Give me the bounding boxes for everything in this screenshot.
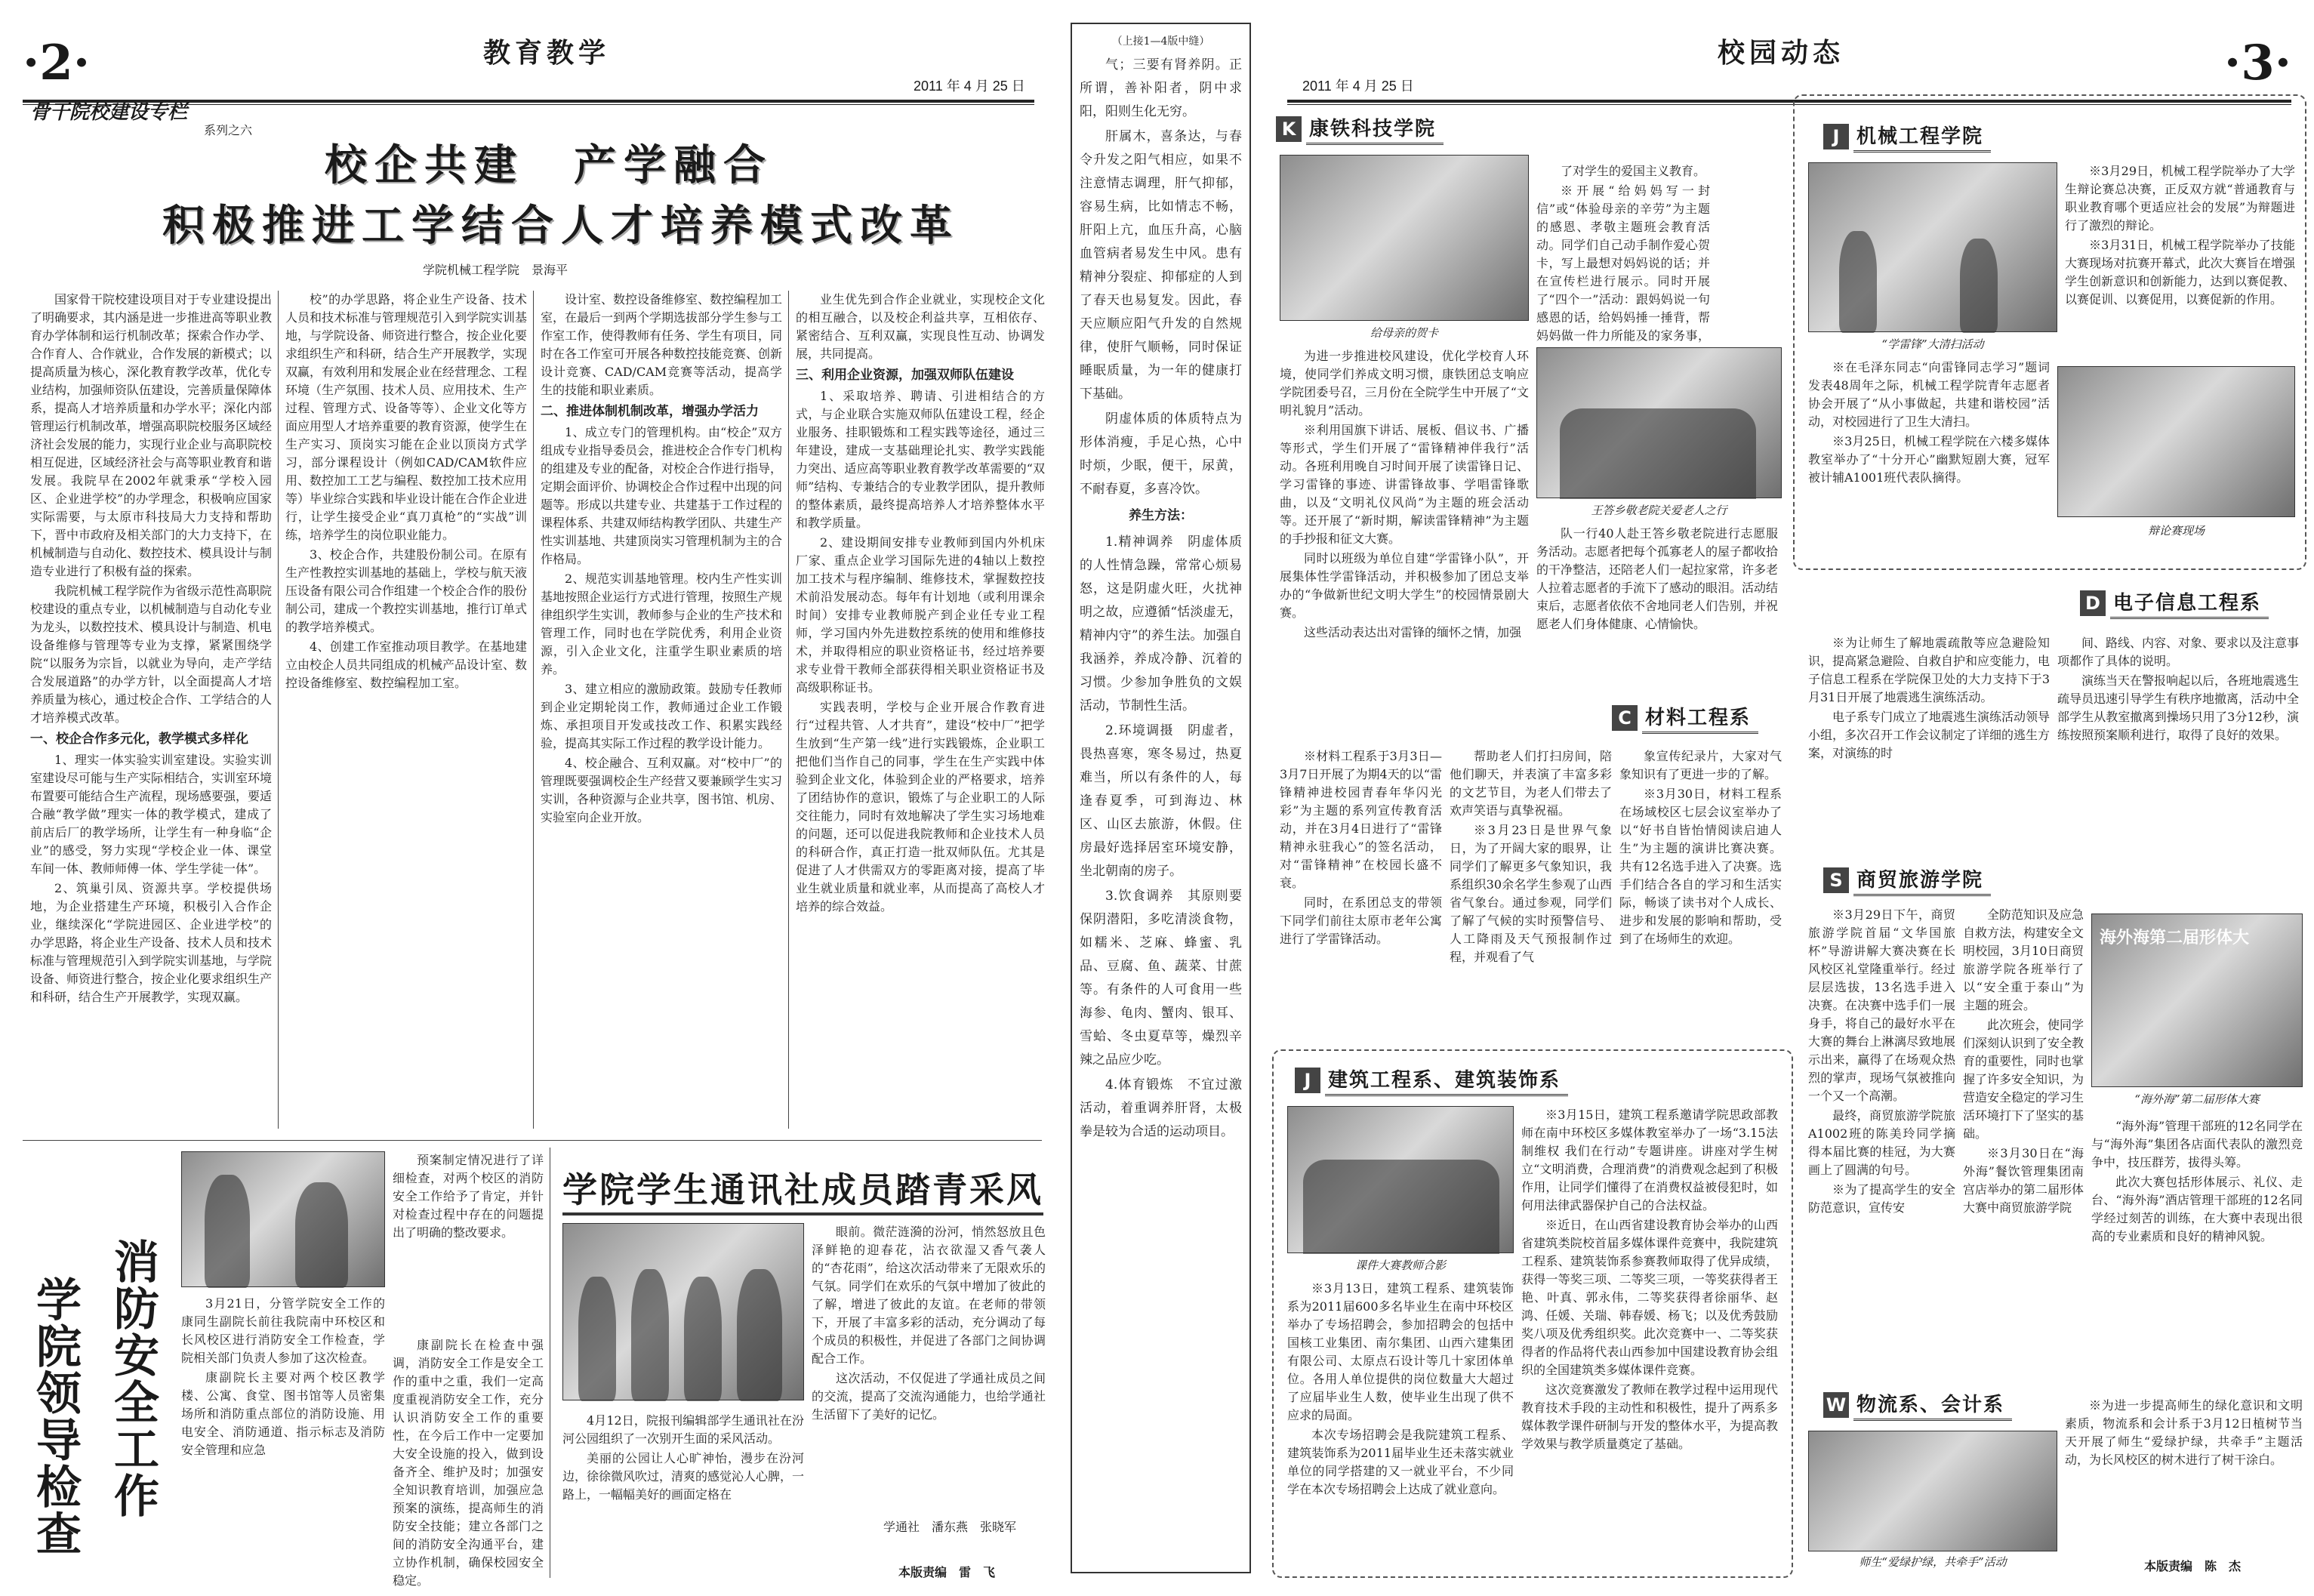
photo-cleanup <box>1808 162 2057 332</box>
commerce-text-1: ※3月29日下午，商贸旅游学院首届“文华国旅杯”导游讲解大赛决赛在长风校区礼堂隆重举行。经过层层选拔，13名选手进入决赛。在决赛中选手们一展身手，将自己的最好水平在大赛的舞台上淋漓尽致地展示出来，赢得了在场观众热烈的掌声，现场气氛被推向一个又一个高潮。 最终，商贸旅游学院旅A1002班的陈美玲同学摘得本届比赛的桂冠，为大赛画上了圆满的句号。 ※为了提高学生的安全防范意识，宣传安 <box>1808 907 1955 1215</box>
commerce-text-3: “海外海”管理干部班的12名同学在与“海外海”集团各店面代表队的激烈竞争中，技压群芳，拔得头筹。 此次大赛包括形体展示、礼仪、走台、“海外海”酒店管理干部班的12名同学经过刻苦的训练，在大赛中表现出很高的专业素质和良好的精神风貌。 <box>2091 1119 2303 1243</box>
page-number: ·2· <box>23 35 91 91</box>
caption-greeting-cards: 给母亲的贺卡 <box>1370 326 1438 340</box>
article-column-4: 业生优先到合作企业就业，实现校企文化的相互融合，以及校企利益共享，互相依存、紧密结合、互利双赢，实现良性互动、协调发展，共同提高。 三、利用企业资源，加强双师队伍建设 1、采取培养、聘请、引进相结合的方式，与企业联合实施双师队伍建设工程，经企业服务、挂职锻炼和工程实践等途径，通过三年建设，建成一支基础理论扎实、教学实践能力突出、适应高等职业教育教学改革需要的“双师”结构、专兼结合的专业教学团队，提升教师的整体素质，最终提高培养人才培养整体水平和教学质量。 2、建设期间安排专业教师到国内外机床厂家、重点企业学习国际先进的4轴以上数控加工技术与程序编制、维修技术，掌握数控技术前沿发展动态。每年有计划地（或利用课余时间）安排专业教师脱产到企业任专业工程师，学习国内外先进数控系统的使用和维修技术，并取得相应的职业资格证书，经过培养要求专业骨干教师全部获得相关职业资格证书及高级职称证书。 实践表明，学校与企业开展合作教育进行“过程共管、人才共育”，建设“校中厂”把学生放到“生产第一线”进行实践锻炼，企业职工把他们当作自己的同事，学生在生产实践中体验到企业文化，体验到企业的严格要求，培养了团结协作的意识，锻炼了与企业职工的人际交往能力，同时有效地解决了学生实习场地难的问题，还可以促进我院教师和企业技术人员的科研合作，真正打造一批双师队伍。尤其是促进了人才供需双方的零距离对接，提高了毕业生就业质量和就业率，从而提高了高校人才培养的综合效益。 <box>796 292 1045 914</box>
article-column-2: 校”的办学思路，将企业生产设备、技术人员和技术标准与管理规范引入到学院实训基地，与学院设备、师资进行整合，按企业化要求组织生产和科研，结合生产开展教学，实现双赢，有效利用和发展企业在经营理念、工程环境（生产氛围、技术人员、应用技术、生产过程、管理方式、设备等等）、企业文化等方面应用型人才培养重要的教育资源，使学生在生产实习、顶岗实习能在企业以顶岗方式学习，部分课程设计（例如CAD/CAM软件应用、数控加工工艺与编程、数控加工技术应用等）毕业综合实践和毕业设计能在合作企业进行，让学生接受企业“真刀真枪”的“实战”训练，培养学生的岗位职业能力。 3、校企合作，共建股份制公司。在原有生产性教控实训基地的基础上，学校与航天液压设备有限公司合作组建一个校企合作的股份制公司，建成一个教控实训基地，推行订单式的教学培养模式。 4、创建工作室推动项目教学。在基地建立由校企人员共同组成的机械产品设计室、数控设备维修室、数控编程加工室。 <box>285 292 528 690</box>
caption-cleanup: “学雷锋”大清扫活动 <box>1881 337 1984 351</box>
caption-nursing-home: 王答乡敬老院关爱老人之行 <box>1591 504 1727 517</box>
headline-line1: 校企共建 产学融合 <box>325 141 773 190</box>
issue-date: 2011 年 4 月 25 日 <box>1302 79 1414 94</box>
photo-teachers <box>1287 1106 1514 1253</box>
fire-story-text-c: 康副院长在检查中强调，消防安全工作是安全工作的重中之重，我们一定高度重视消防安全工作，充分认识消防安全工作的重要性，在今后工作中一定要加大安全设施的投入，做到设备齐全、维护及时；加强安全知识教育培训，加强应急预案的演练，提高师生的消防安全技能；建立各部门之间的消防安全沟通平台，建立协作机制，确保校园安全稳定。 <box>393 1338 544 1588</box>
dept-heading-commerce: S 商贸旅游学院 <box>1823 864 1991 896</box>
photo-pageant <box>2091 914 2303 1087</box>
caption-tree-painting: 师生“爱绿护绿，共牵手”活动 <box>1859 1555 2007 1569</box>
dept-heading-electronics: D 电子信息工程系 <box>2080 587 2269 619</box>
materials-text-2: 帮助老人们打扫房间，陪他们聊天，并表演了丰富多彩的文艺节目，为老人们带去了欢声笑语与真挚祝福。 ※3月23日是世界气象日，为了开阔大家的眼界，让同学们了解更多气象知识，我系组织30余名学生参观了山西省气象台。通过参观，同学们了解了气候的实时预警信号、人工降雨及天气预报制作过程，并观看了气 <box>1450 749 1612 964</box>
gutter-health-column: （上接1—4版中缝） 气；三要有肾养阴。正所谓，善补阳者，阴中求阳，阳则生化无穷。 肝属木，喜条达，与春令升发之阳气相应，如果不注意情志调理，肝气抑郁，容易生病，比如情志不畅，肝阳上亢，血压升高，心脑血管病者易发生中风。患有精神分裂症、抑郁症的人到了春天也易复发。因此，春天应顺应阳气升发的自然规律，使肝气顺畅，同时保证睡眠质量，为一年的健康打下基础。 阴虚体质的体质特点为形体消瘦，手足心热，心中时烦，少眠，便干，尿黄，不耐春夏，多喜冷饮。 养生方法： 1.精神调养 阴虚体质的人性情急躁，常常心烦易怒，这是阴虚火旺，火扰神明之故，应遵循“恬淡虚无，精神内守”的养生法。加强自我涵养，养成冷静、沉着的习惯。少参加争胜负的文娱活动，节制性生活。 2.环境调摄 阴虚者，畏热喜寒，寒冬易过，热夏难当，所以有条件的人，每逢春夏季，可到海边、林区、山区去旅游，休假。住房最好选择居室环境安静，坐北朝南的房子。 3.饮食调养 其原则要保阴潜阳，多吃清淡食物，如糯米、芝麻、蜂蜜、乳品、豆腐、鱼、蔬菜、甘蔗等。有条件的人可食用一些海参、龟肉、蟹肉、银耳、雪蛤、冬虫夏草等，燥烈辛辣之品应少吃。 4.体育锻炼 不宜过激活动，着重调养肝肾，太极拳是较为合适的运动项目。 <box>1080 30 1242 1563</box>
column-banner: 骨干院校建设专栏 <box>30 101 188 124</box>
student-news-byline: 学通社 潘东燕 张晓军 <box>883 1520 1017 1534</box>
kangtie-text-3: 队一行40人赴王答乡敬老院进行志愿服务活动。志愿者把每个孤寡老人的屋子都收拾的干净整洁，还陪老人们一起拉家常，许多老人拉着志愿者的手流下了感动的眼泪。活动结束后，志愿者依依不舍地同老人们告别，并祝愿老人们身体健康、心情愉快。 <box>1536 526 1779 631</box>
gutter-continuation-note: （上接1—4版中缝） <box>1111 35 1210 48</box>
article-column-3: 设计室、数控设备维修室、数控编程加工室，在最后一到两个学期选拔部分学生参与工作室工作，使得教师有任务、学生有项目，同时在各工作室可开展各种数控技能竞赛、创新设计竞赛、CAD/CAM竞赛等活动，提高学生的技能和职业素质。 二、推进体制机制改革，增强办学活力 1、成立专门的管理机构。由“校企”双方组成专业指导委员会，推进校企合作专门机构的组建及专业的配备，对校企合作进行指导，定期会面评价、协调校企合作过程中出现的问题等。形成以共建专业、共建基于工作过程的课程体系、共建双师结构教学团队、共建生产性实训基地、共建顶岗实习管理机制为主的合作格局。 2、规范实训基地管理。校内生产性实训基地按照企业运行方式进行管理，按照生产规律组织学生实训，教师参与企业的生产技术和管理工作，同时也在学院优秀，利用企业资源，引入企业文化，注重学生职业素质的培养。 3、建立相应的激励政策。鼓励专任教师到企业定期轮岗工作，教师通过企业工作锻炼、承担项目开发或技改工作、积累实践经验，提高其实际工作过程的教学设计能力。 4、校企融合、互利双赢。对“校中厂”的管理既要强调校企生产经营又要兼顾学生实习实训，各种资源与企业共享，图书馆、机房、实验室向企业开放。 <box>541 292 783 824</box>
commerce-text-2: 全防范知识及应急自救方法，构建安全文明校园，3月10日商贸旅游学院各班举行了以“安全重于泰山”为主题的班会。 此次班会，使同学们深刻认识到了安全教育的重要性，同时也掌握了许多安全知识，为营造安全稳定的学习生活环境打下了坚实的基础。 ※3月30日在“海外海”餐饮管理集团南宫店举办的第二届形体大赛中商贸旅游学院 <box>1963 907 2084 1215</box>
pageant-banner: 海外海第二届形体大 <box>2100 929 2250 947</box>
page-2-header <box>23 21 1034 94</box>
headline-line2: 积极推进工学结合人才培养模式改革 <box>162 202 960 251</box>
logistics-text: ※为进一步提高师生的绿化意识和文明素质，物流系和会计系于3月12日植树节当天开展了师生“爱绿护绿，共牵手”主题活动，为长风校区的树木进行了树干涂白。 <box>2065 1398 2303 1467</box>
kangtie-text-1: 为进一步推进校风建设，优化学校育人环境，使同学们养成文明习惯，康铁团总支响应学院团委号召，三月份在全院学生中开展了“文明礼貌月”活动。 ※利用国旗下讲话、展板、倡议书、广播等形式，学生们开展了“雷锋精神伴我行”活动。各班利用晚自习时间开展了读雷锋日记、学习雷锋的事迹、讲雷锋故事、学唱雷锋歌曲，以及“文明礼仪风尚”为主题的班会活动等。还开展了“新时期，解读雷锋精神”为主题的手抄报和征文大赛。 同时以班级为单位自建“学雷锋小队”，开展集体性学雷锋活动，并积极参加了团总支举办的“争做新世纪文明大学生”的校园情景剧大赛。 这些活动表达出对雷锋的缅怀之情，加强 <box>1280 349 1529 639</box>
page-3 <box>1265 0 2314 1596</box>
materials-text-1: ※材料工程系于3月3日—3月7日开展了为期4天的以“雷锋精神进校园青春年华闪光彩”为主题的系列宣传教育活动，并在3月4日进行了“雷锋精神永驻我心”的签名活动，对“雷锋精神”在校园长盛不衰。 同时，在系团总支的带领下同学们前往太原市老年公寓进行了学雷锋活动。 <box>1280 749 1442 946</box>
student-news-text-b: 眼前。微茫涟漪的汾河，悄然怒放且色泽鲜艳的迎春花，沾衣欲湿又香气袭人的“杏花雨”，给这次活动带来了无限欢乐的气氛。同学们在欢乐的气氛中增加了彼此的了解，增进了彼此的友谊。在老师的带领下，开展了丰富多彩的活动，充分调动了每个成员的积极性，并促进了各部门之间协调配合工作。 这次活动，不仅促进了学通社成员之间的交流，提高了交流沟通能力，也给学通社生活留下了美好的记忆。 <box>812 1225 1046 1422</box>
photo-nursing-home <box>1536 347 1782 498</box>
electronics-text-2: 间、路线、内容、对象、要求以及注意事项都作了具体的说明。 演练当天在警报响起以后，各班地震逃生疏导员迅速引导学生有秩序地撤离，活动中全部学生从教室撤离到操场只用了3分12秒，演练按照预案顺利进行，取得了良好的效果。 <box>2057 636 2300 742</box>
dept-heading-architecture: J 建筑工程系、建筑装饰系 <box>1295 1065 1568 1096</box>
architecture-text-0: ※3月13日，建筑工程系、建筑装饰系为2011届600多名毕业生在南中环校区举办了专场招聘会，参加招聘会的包括中国核工业集团、南尔集团、山西六建集团有限公司、太原点石设计等几十家团体单位。各用人单位提供的岗位数量大大超过了应届毕业生人数，使毕业生出现了供不应求的局面。 本次专场招聘会是我院建筑工程系、建筑装饰系为2011届毕业生还未落实就业单位的同学搭建的又一就业平台，不少同学在本次专场招聘会上达成了就业意向。 <box>1287 1281 1514 1496</box>
article-column-1: 国家骨干院校建设项目对于专业建设提出了明确要求，其内涵是进一步推进高等职业教育办学体制和运行机制改革；探索合作办学、合作育人、合作就业，合作发展的新模式；以提高质量为核心，深化教育教学改革，优化专业结构，加强师资队伍建设，完善质量保障体系，提高人才培养质量和办学水平；深化内部管理运行机制改革，增强高职院校服务区域经济社会发展的能力，实现行业企业与高职院校相互促进，区域经济社会与高等职业教育和谐发展。我院早在2002年就秉承“学校入园区、企业进学校”的办学理念，积极响应国家实际需要，与太原市科技局大力支持和帮助下，晋中市政府及相关部门的大力支持下，在机械制造与自动化、数控技术、模具设计与制造专业进行了积极有益的探索。 我院机械工程学院作为省级示范性高职院校建设的重点专业，以机械制造与自动化专业为龙头，以数控技术、模具设计与制造、机电设备维修与管理等专业为支撑，紧紧围绕学院“以服务为宗旨，以就业为导向，走产学结合发展道路”的办学方针，以全面提高人才培养质量为核心，通过校企合作、工学结合的人才培养模式改革。 一、校企合作多元化，教学模式多样化 1、理实一体实验实训室建设。实验实训室建设尽可能与生产实际相结合，实训室环境布置要可能结合生产流程，现场感要强，要适合融“教学做”理实一体的教学模式，建成了前店后厂的教学场所，让学生有一种身临“企业”的感受，努力实现“学校企业一体、课堂车间一体、教师师傅一体、学生学徒一体”。 2、筑巢引凤、资源共享。学校提供场地，为企业搭建生产环境，积极引入合作企业，继续深化“学院进园区、企业进学校”的办学思路，将企业生产设备、技术人员和技术标准与管理规范引入到学院实训基地，与学院设备、师资进行整合，按企业化要求组织生产和科研，结合生产开展教学，实现双赢。 <box>30 292 273 1004</box>
section-title: 校园动态 <box>1718 38 1845 69</box>
kangtie-text-2: 了对学生的爱国主义教育。 ※开展“给妈妈写一封信”或“体验母亲的辛劳”为主题的感恩、孝敬主题班会教育活动。同学们自己动手制作爱心贺卡，写上最想对妈妈说的话；并在宣传栏进行展示。同时开展了“四个一”活动：跟妈妈说一句感恩的话，给妈妈捶一捶背，帮妈妈做一件力所能及的家务事， <box>1536 164 1710 343</box>
caption-teachers: 课件大赛教师合影 <box>1354 1259 1446 1272</box>
photo-fire-inspection <box>181 1151 385 1287</box>
mechanical-text-1: ※3月29日，机械工程学院举办了大学生辩论赛总决赛，正反双方就“普通教育与职业教育哪个更适应社会的发展”为辩题进行了激烈的辩论。 ※3月31日，机械工程学院举办了技能大赛现场对抗赛开幕式，此次大赛旨在增强学生创新意识和创新能力，达到以赛促教、以赛促训、以赛促用，以赛促新的作用。 <box>2065 164 2295 307</box>
photo-debate <box>2057 366 2295 517</box>
caption-pageant: “海外海”第二届形体大赛 <box>2134 1092 2260 1106</box>
section-title: 教育教学 <box>483 38 611 69</box>
fire-story-text-b: 3月21日，分管学院安全工作的康同生副院长前往我院南中环校区和长风校区进行消防安全工作检查，学院相关部门负责人参加了这次检查。 康副院长主要对两个校区教学楼、公寓、食堂、图书馆等人员密集场所和消防重点部位的消防设施、用电安全、消防通道、指示标志及消防安全管理和应急 <box>181 1296 385 1457</box>
student-news-headline: 学院学生通讯社成员踏青采风 <box>562 1163 1043 1215</box>
photo-greeting-cards <box>1280 155 1529 321</box>
page-2 <box>0 0 1057 1596</box>
middle-gutter <box>1057 0 1265 1596</box>
caption-debate: 辩论赛现场 <box>2147 524 2205 538</box>
story-vertical-title-2: 消防安全工作 <box>106 1238 159 1519</box>
story-vertical-title-1: 学院领导检查 <box>29 1276 82 1557</box>
page-number: ·3· <box>2223 35 2291 91</box>
article-byline: 学院机械工程学院 景海平 <box>423 263 568 277</box>
page-2-editor: 本版责编 雷 飞 <box>898 1565 996 1579</box>
dept-heading-logistics: W 物流系、会计系 <box>1823 1389 2012 1421</box>
fire-story-text-a: 预案制定情况进行了详细检查，对两个校区的消防安全工作给予了肯定，并针对检查过程中存在的问题提出了明确的整改要求。 <box>393 1153 544 1240</box>
photo-tree-painting <box>1808 1431 2057 1551</box>
materials-text-3: 象宣传纪录片，大家对气象知识有了更进一步的了解。 ※3月30日，材料工程系在场域校区七层会议室举办了以“好书自皆怡情阅读启迪人生”为主题的演讲比赛决赛。共有12名选手进入了决赛。选手们结合各自的学习和生活实际，畅谈了读书对个人成长、进步和发展的影响和帮助，受到了在场师生的欢迎。 <box>1619 749 1782 946</box>
student-news-text-a: 4月12日，院报刊编辑部学生通讯社在汾河公园组织了一次别开生面的采风活动。 美丽的公园让人心旷神怡，漫步在汾河边，徐徐微风吹过，清爽的感觉沁人心脾，一路上，一幅幅美好的画面定格在 <box>562 1413 805 1502</box>
mechanical-text-2: ※在毛泽东同志“向雷锋同志学习”题词发表48周年之际，机械工程学院青年志愿者协会开展了“从小事做起，共建和谐校园”活动，对校园进行了卫生大清扫。 ※3月25日，机械工程学院在六楼多媒体教室举办了“十分开心”幽默短剧大赛，冠军被计辅A1001班代表队摘得。 <box>1808 360 2050 485</box>
electronics-text-1: ※为让师生了解地震疏散等应急避险知识，提高紧急避险、自救自护和应变能力，电子信息工程系在学院保卫处的大力支持下于3月31日开展了地震逃生演练活动。 电子系专门成立了地震逃生演练活动领导小组，多次召开工作会议制定了详细的逃生方案，对演练的时 <box>1808 636 2051 760</box>
dept-heading-materials: C 材料工程系 <box>1612 702 1758 734</box>
photo-student-outing <box>562 1223 804 1400</box>
dept-heading-mechanical: J 机械工程学院 <box>1823 121 1991 153</box>
health-method-title: 养生方法： <box>1129 508 1193 523</box>
architecture-text-1: ※3月15日，建筑工程系邀请学院思政部教师在南中环校区多媒体教室举办了一场“3.15法制维权 我们在行动”专题讲座。讲座对学生树立“文明消费，合理消费”的消费观念起到了积极作用，让同学们懂得了在消费权益被侵犯时，如何用法律武器保护自己的合法权益。 ※近日，在山西省建设教育协会举办的山西省建筑类院校首届多媒体课件竞赛中，我院建筑工程系、建筑装饰系参赛教师取得了优异成绩，获得一等奖三项、二等奖三项，一等奖获得者王艳、叶真、郭永伟，二等奖获得者徐丽华、赵鸿、任媛、关瑞、韩春媛、杨飞；以及优秀鼓励奖八项及优秀组织奖。此次竞赛中一、二等奖获得者的作品将代表山西参加中国建设教育协会组织的全国建筑类多媒体课件竞赛。 这次竞赛激发了教师在教学过程中运用现代教育技术手段的主动性和积极性，提升了两系多媒体教学课件研制与开发的整体水平，为提高教学效果与教学质量奠定了基础。 <box>1521 1108 1778 1451</box>
page-3-editor: 本版责编 陈 杰 <box>2144 1559 2242 1573</box>
dept-heading-kangtie: K 康铁科技学院 <box>1276 113 1444 145</box>
issue-date: 2011 年 4 月 25 日 <box>914 79 1025 94</box>
page-3-header <box>1287 21 2291 94</box>
series-label: 系列之六 <box>204 123 253 137</box>
